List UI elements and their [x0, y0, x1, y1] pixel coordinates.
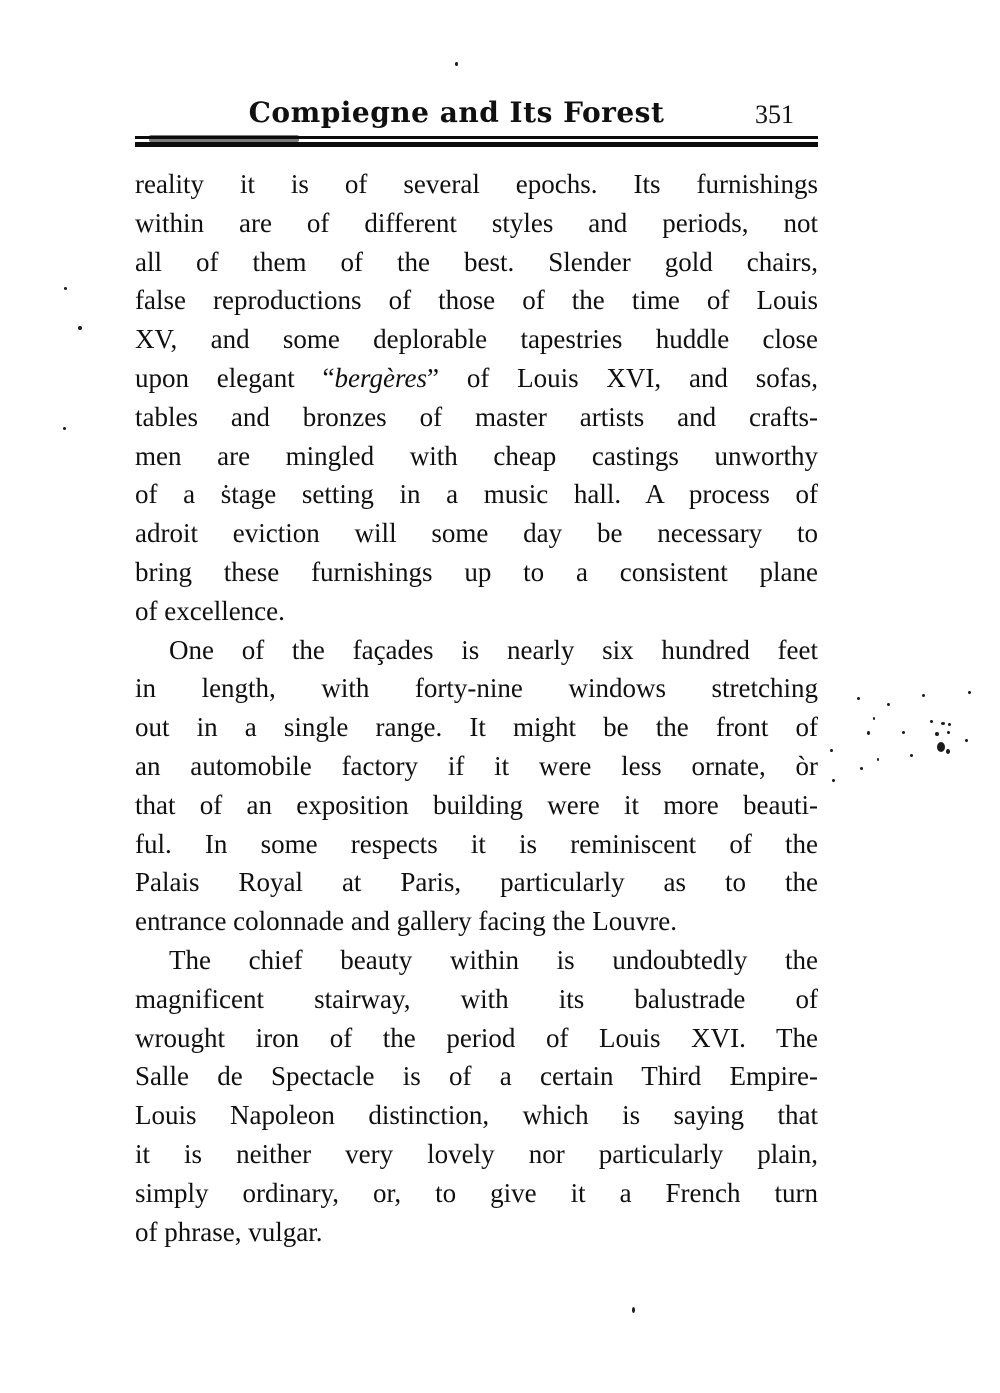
text-line: [135, 514, 818, 553]
text-segment: entrance colonnade and gallery facing the Louvre.: [135, 906, 677, 937]
text-line: [135, 786, 818, 825]
text-segment: XV, and some deplorable tapestries huddle close: [135, 324, 818, 355]
text-line: [135, 1174, 818, 1213]
text-segment: ” of Louis XVI, and sofas,: [427, 362, 818, 393]
text-line: [135, 320, 818, 359]
text-line: [135, 1019, 818, 1058]
text-line: [135, 1135, 818, 1174]
scan-speck: [947, 731, 950, 734]
text-segment: men are mingled with cheap castings unworthy: [135, 440, 818, 471]
text-line: [135, 359, 818, 398]
scan-speck: [877, 758, 879, 761]
scan-speck: [455, 62, 458, 66]
text-segment: adroit eviction will some day be necessary to: [135, 518, 818, 549]
text-line: [135, 398, 818, 437]
text-line: [135, 708, 818, 747]
text-segment: of excellence.: [135, 595, 285, 626]
text-segment: bring these furnishings up to a consistent plane: [135, 556, 818, 587]
text-line: [135, 243, 818, 282]
text-segment: it is neither very lovely nor particularly plain,: [135, 1138, 818, 1169]
text-line: [135, 747, 818, 786]
text-segment: an automobile factory if it were less ornate, òr: [135, 750, 818, 781]
scan-speck: [832, 779, 835, 782]
text-segment: within are of different styles and periods, not: [135, 207, 818, 238]
scan-speck: [860, 767, 863, 770]
text-line: [135, 1057, 818, 1096]
text-line: [135, 1096, 818, 1135]
text-segment: simply ordinary, or, to give it a French turn: [135, 1177, 818, 1208]
scan-speck: [948, 723, 951, 726]
text-segment: magnificent stairway, with its balustrade of: [135, 983, 818, 1014]
scan-speck: [965, 739, 968, 742]
page-number: 351: [755, 100, 794, 129]
scan-speck: [64, 287, 67, 290]
text-line: [135, 204, 818, 243]
text-segment: all of them of the best. Slender gold chairs,: [135, 246, 818, 277]
text-segment: Salle de Spectacle is of a certain Third Empire-: [135, 1061, 818, 1092]
scan-speck: [946, 749, 950, 754]
text-segment: of a ṡtage setting in a music hall. A process of: [135, 479, 818, 510]
text-line: [135, 863, 818, 902]
text-segment: upon elegant “: [135, 362, 335, 393]
text-line: [135, 980, 818, 1019]
scan-speck: [902, 731, 905, 734]
scan-speck: [937, 742, 945, 752]
text-segment: The chief beauty within is undoubtedly the: [169, 944, 818, 975]
scan-speck: [632, 1307, 635, 1313]
text-line: [135, 669, 818, 708]
text-segment: One of the façades is nearly six hundred feet: [169, 634, 818, 665]
scan-speck: [63, 427, 66, 430]
text-segment: ful. In some respects it is reminiscent of the: [135, 828, 818, 859]
scan-speck: [941, 722, 945, 725]
text-line: [135, 825, 818, 864]
text-column: [135, 0, 818, 1251]
text-segment: Palais Royal at Paris, particularly as to the: [135, 867, 818, 898]
text-line: [135, 437, 818, 476]
scan-speck: [873, 717, 875, 720]
text-line: [135, 1213, 818, 1252]
text-line: [135, 631, 818, 670]
text-line: [135, 592, 818, 631]
text-line: [135, 941, 818, 980]
scan-speck: [887, 703, 890, 706]
text-segment: tables and bronzes of master artists and crafts-: [135, 401, 818, 432]
page-body: [135, 165, 818, 1251]
scan-speck: [857, 697, 860, 700]
page-title: Compiegne and Its Forest: [248, 96, 665, 129]
text-line: [135, 165, 818, 204]
scan-speck: [968, 691, 971, 694]
ink-smudge: [149, 135, 299, 142]
text-line: [135, 553, 818, 592]
text-segment: Louis Napoleon distinction, which is saying that: [135, 1100, 818, 1131]
scan-speck: [935, 732, 939, 736]
text-segment: wrought iron of the period of Louis XVI. The: [135, 1022, 818, 1053]
rule-bottom-line: [135, 142, 818, 147]
text-segment: in length, with forty-nine windows stretching: [135, 673, 818, 704]
text-segment: that of an exposition building were it more beauti-: [135, 789, 818, 820]
text-segment: of phrase, vulgar.: [135, 1216, 323, 1247]
scan-speck: [78, 326, 82, 330]
text-segment: false reproductions of those of the time of Louis: [135, 285, 818, 316]
scan-speck: [867, 731, 870, 735]
text-line: [135, 281, 818, 320]
text-line: [135, 475, 818, 514]
running-header: [135, 96, 818, 130]
text-line: [135, 902, 818, 941]
text-segment: reality it is of several epochs. Its furnishings: [135, 169, 818, 199]
scan-speck: [910, 754, 913, 757]
scan-speck: [930, 720, 933, 723]
text-segment: out in a single range. It might be the front of: [135, 712, 818, 743]
scan-speck: [830, 749, 833, 752]
scan-speck: [922, 694, 925, 697]
header-double-rule: [135, 136, 818, 147]
italic-text: bergères: [334, 362, 428, 393]
